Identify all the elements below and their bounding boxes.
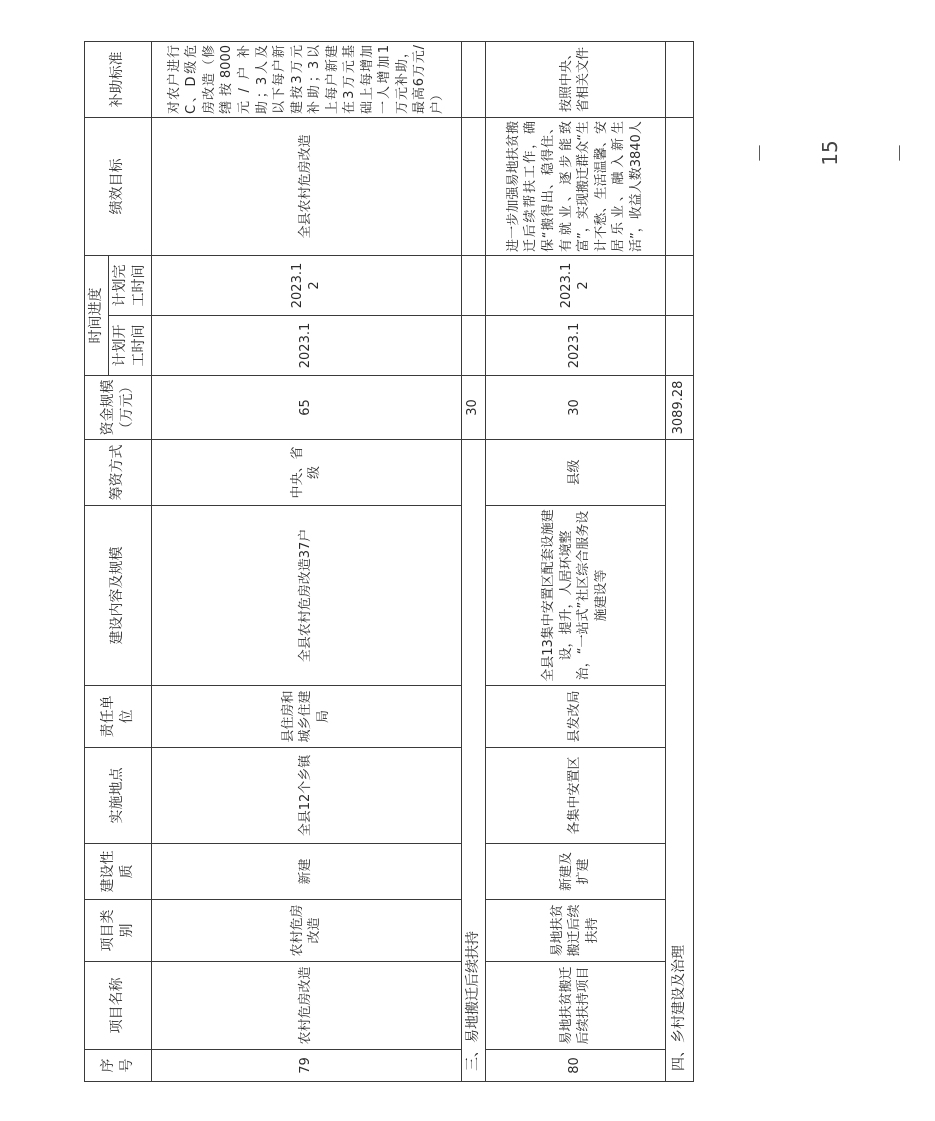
cell-location: 全县12个乡镇 xyxy=(151,748,461,844)
cell-content: 全县13集中安置区配套设施建设，提升，人居环境整治，“一站式”社区综合服务设施建设等 xyxy=(485,506,665,686)
header-content: 建设内容及规模 xyxy=(85,506,152,686)
cell-seq: 80 xyxy=(485,1050,665,1082)
cell-funding-method: 中央、省级 xyxy=(151,440,461,506)
section-row xyxy=(665,42,693,1082)
section3-funding: 30 xyxy=(461,376,485,440)
cell-goal: 全县农村危房改造 xyxy=(151,118,461,256)
cell-subsidy: 对农户进行C、D级危房改造（修缮按8000元/户补助；3人及以下每户新建按3万元补助；3以上每户新建在3万元基础上每增加一人增加1万元补助，最高6万元/户） xyxy=(151,42,461,118)
cell-finish: 2023.12 xyxy=(485,256,665,316)
cell-funding-scale: 30 xyxy=(485,376,665,440)
cell-name: 易地扶贫搬迁后续扶持项目 xyxy=(485,962,665,1050)
section4-title: 四、乡村建设及治理 xyxy=(665,440,693,1082)
cell-funding-scale: 65 xyxy=(151,376,461,440)
cell-unit: 县住房和城乡住建局 xyxy=(151,686,461,748)
header-schedule: 时间进度 xyxy=(85,256,109,376)
cell-funding-method: 县级 xyxy=(485,440,665,506)
project-table xyxy=(84,41,694,1082)
cell-subsidy: 按照中央、省相关文件 xyxy=(485,42,665,118)
page-number: － 15 － xyxy=(748,140,912,166)
header-finish: 计划完工时间 xyxy=(108,256,151,316)
header-category: 项目类别 xyxy=(85,900,152,962)
header-seq: 序号 xyxy=(85,1050,152,1082)
header-start: 计划开工时间 xyxy=(108,316,151,376)
header-unit: 责任单位 xyxy=(85,686,152,748)
header-subsidy: 补助标准 xyxy=(85,42,152,118)
cell-goal: 进一步加强易地扶贫搬迁后续帮扶工作，确保“搬得出、稳得住、有就业、逐步能致富”，实现搬迁群众“生计不愁、生活温馨、安居乐业、融入新生活”，收益人数3840人 xyxy=(485,118,665,256)
cell-start: 2023.1 xyxy=(151,316,461,376)
header-goal: 绩效目标 xyxy=(85,118,152,256)
cell-location: 各集中安置区 xyxy=(485,748,665,844)
rotated-table-container xyxy=(84,42,687,1082)
header-nature: 建设性质 xyxy=(85,844,152,900)
table-row xyxy=(151,42,461,1082)
cell-nature: 新建及扩建 xyxy=(485,844,665,900)
cell-unit: 县发改局 xyxy=(485,686,665,748)
cell-category: 农村危房改造 xyxy=(151,900,461,962)
header-funding-method: 筹资方式 xyxy=(85,440,152,506)
cell-nature: 新建 xyxy=(151,844,461,900)
cell-start: 2023.1 xyxy=(485,316,665,376)
section3-title: 三、易地搬迁后续扶持 xyxy=(461,440,485,1082)
header-location: 实施地点 xyxy=(85,748,152,844)
header-funding-scale: 资金规模（万元） xyxy=(85,376,152,440)
cell-finish: 2023.12 xyxy=(151,256,461,316)
cell-seq: 79 xyxy=(151,1050,461,1082)
cell-content: 全县农村危房改造37户 xyxy=(151,506,461,686)
cell-category: 易地扶贫搬迁后续扶持 xyxy=(485,900,665,962)
section-row xyxy=(461,42,485,1082)
table-row xyxy=(485,42,665,1082)
cell-name: 农村危房改造 xyxy=(151,962,461,1050)
header-name: 项目名称 xyxy=(85,962,152,1050)
section4-funding: 3089.28 xyxy=(665,376,693,440)
